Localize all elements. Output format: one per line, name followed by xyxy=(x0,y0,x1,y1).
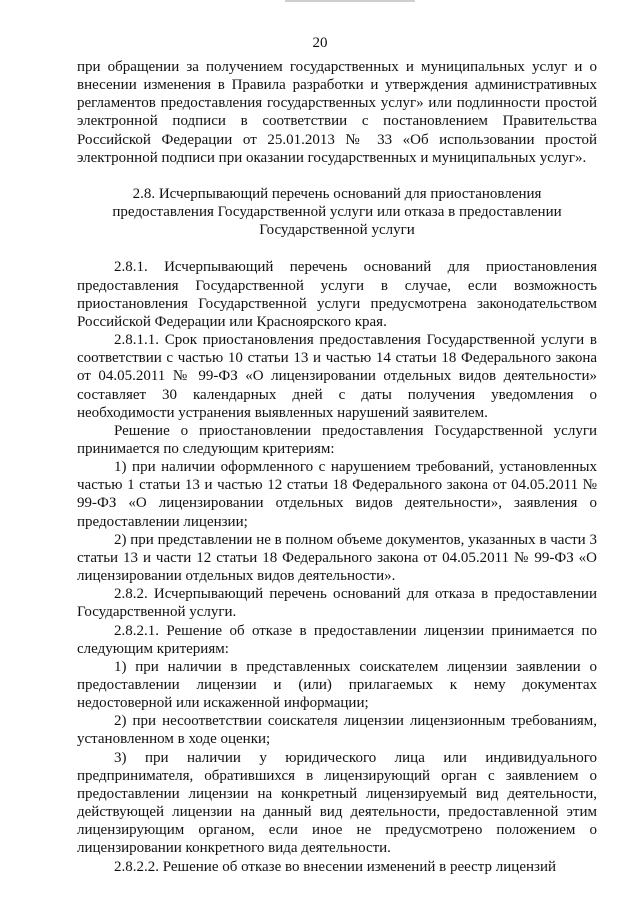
paragraph-2-8-2-2: 2.8.2.2. Решение об отказе во внесении изменений в реестр лицензий xyxy=(114,858,556,875)
scan-artifact-line xyxy=(285,0,415,2)
paragraph-suspension-criteria: Решение о приостановлении предоставления Государственной услуги принимается по следующим критериям: xyxy=(77,422,597,457)
list-item-suspension-2: 2) при представлении не в полном объеме документов, указанных в части 3 статьи 13 и части 12 статьи 18 Федерального закона от 04.05.2011 № 99-ФЗ «О лицензировании отдельных видов деятельности». xyxy=(77,531,597,585)
paragraph-2-8-1: 2.8.1. Исчерпывающий перечень оснований для приостановления предоставления Государственной услуги в случае, если возможность приостановления Государственной услуги предусмотрена законодательством Российской Федерации или Красноярского края. xyxy=(77,259,597,330)
list-item-refusal-2: 2) при несоответствии соискателя лицензии лицензионным требованиям, установленном в ходе оценки; xyxy=(77,713,597,748)
list-item-refusal-1: 1) при наличии в представленных соискателем лицензии заявлении о предоставлении лицензии и (или) прилагаемых к нему документах недостоверной или искаженной информации; xyxy=(77,658,597,712)
paragraph-continuation: при обращении за получением государственных и муниципальных услуг и о внесении изменения в Правила разработки и утверждения административных регламентов предоставления государственных услуг» или подлинности простой электронной подписи в соответствии с постановлением Правительства Российской Федерации от 25.01.2013 № 33 «Об использовании простой электронной подписи при оказании государственных и муниципальных услуг». xyxy=(77,59,597,166)
list-item-suspension-1: 1) при наличии оформленного с нарушением требований, установленных частью 1 статьи 13 и частью 12 статьи 18 Федерального закона от 04.05.2011 № 99-ФЗ «О лицензировании отдельных видов деятельности», заявления о предоставлении лицензии; xyxy=(77,459,597,530)
page-number: 20 xyxy=(312,35,328,51)
paragraph-2-8-2: 2.8.2. Исчерпывающий перечень оснований для отказа в предоставлении Государственной услуги. xyxy=(77,586,597,621)
document-body xyxy=(77,58,597,876)
paragraph-2-8-1-1: 2.8.1.1. Срок приостановления предоставления Государственной услуги в соответствии с частью 10 статьи 13 и частью 14 статьи 18 Федерального закона от 04.05.2011 № 99-ФЗ «О лицензировании отдельных видов деятельности» составляет 30 календарных дней с даты получения уведомления о необходимости устранения выявленных нарушений заявителем. xyxy=(77,332,597,421)
section-heading-2-8: 2.8. Исчерпывающий перечень оснований для приостановления предоставления Государственной услуги или отказа в предоставлении Государственной услуги xyxy=(112,185,562,239)
paragraph-2-8-2-1: 2.8.2.1. Решение об отказе в предоставлении лицензии принимается по следующим критериям: xyxy=(77,622,597,657)
list-item-refusal-3: 3) при наличии у юридического лица или индивидуального предпринимателя, обратившихся в лицензирующий орган с заявлением о предоставлении лицензии на конкретный лицензируемый вид деятельности, действующей лицензии на данный вид деятельности, предоставленной этим лицензирующим органом, если иное не предусмотрено положением о лицензировании конкретного вида деятельности. xyxy=(77,749,597,857)
